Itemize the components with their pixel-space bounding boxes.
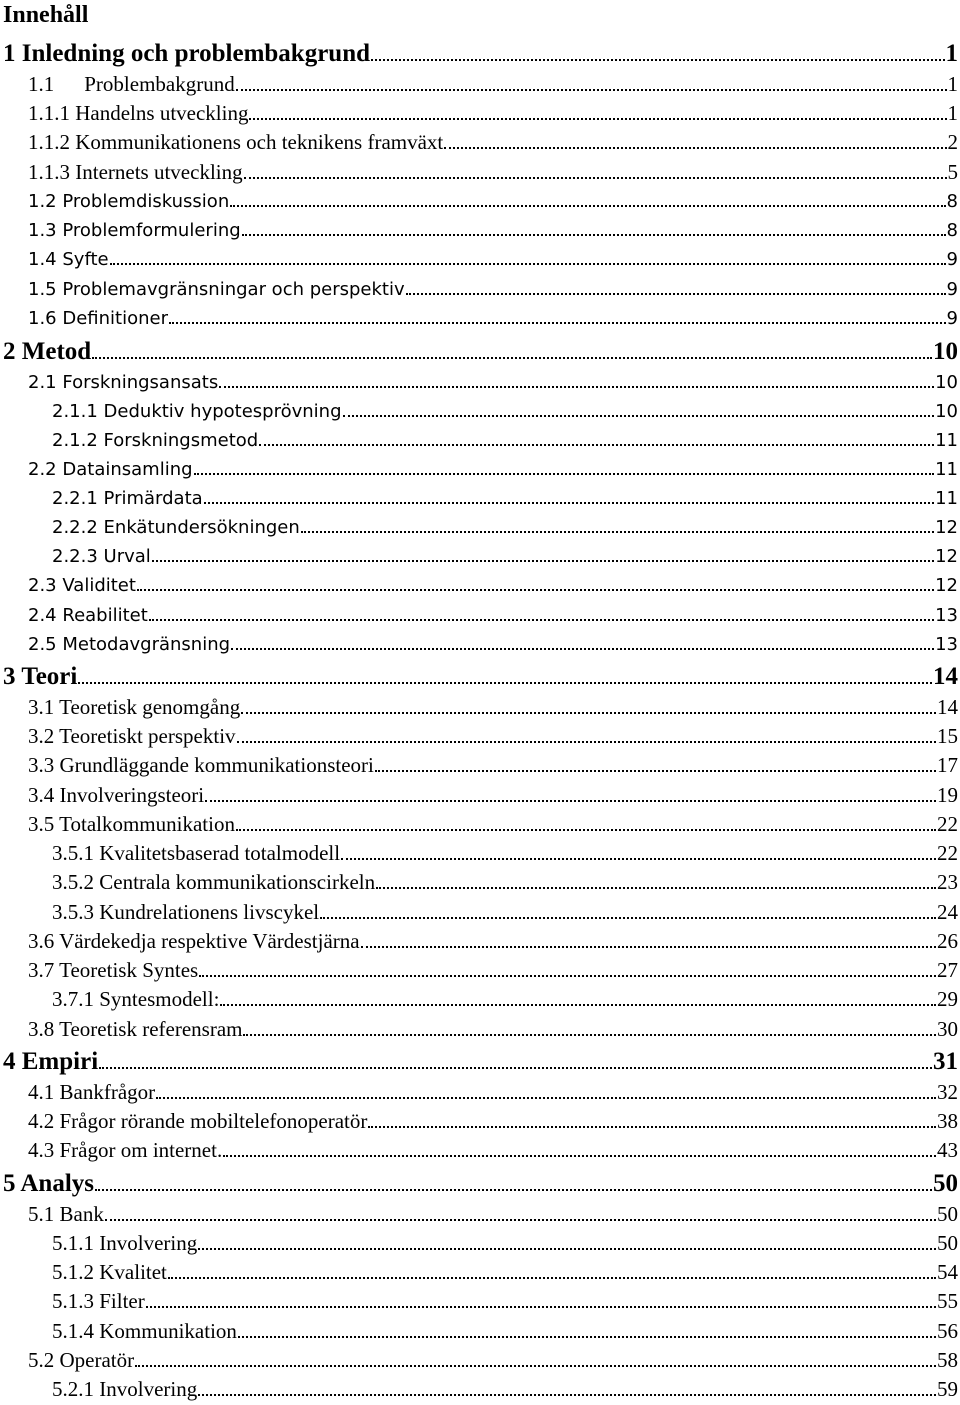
toc-entry-title: [28, 70, 235, 99]
toc-entry-title: [52, 484, 203, 513]
toc-entry-page: 12: [935, 575, 958, 596]
toc-entry-title: [28, 601, 148, 630]
toc-entry-page: 31: [933, 1048, 958, 1075]
toc-entry-text: Urval: [103, 546, 151, 567]
toc-entry-page: 5: [947, 160, 958, 184]
dot-leader: [137, 589, 934, 591]
toc-entry-title: [52, 426, 258, 455]
toc-entry-number: 3.2: [28, 724, 55, 748]
toc-entry[interactable]: [28, 630, 958, 659]
toc-entry-number: 1.4: [28, 249, 57, 270]
toc-entry[interactable]: [52, 839, 958, 868]
toc-entry-text: Internets utveckling: [75, 160, 243, 184]
toc-entry[interactable]: [28, 70, 958, 99]
toc-entry-text: Reabilitet: [62, 605, 148, 626]
toc-entry[interactable]: [28, 158, 958, 187]
toc-entry[interactable]: [28, 810, 958, 839]
toc-entry-title: [3, 336, 91, 368]
toc-entry-text: Kundrelationens livscykel: [99, 900, 320, 924]
toc-entry-text: Problemavgränsningar och perspektiv: [62, 279, 405, 300]
toc-entry[interactable]: [3, 38, 958, 70]
toc-entry-page: 9: [946, 249, 958, 270]
dot-leader: [149, 619, 934, 621]
toc-entry-title: [28, 810, 235, 839]
toc-entry-page: 1: [945, 40, 958, 67]
toc-entry-text: Teoretiskt perspektiv: [59, 724, 236, 748]
toc-entry-title: [28, 187, 229, 216]
toc-entry-page: 27: [937, 958, 958, 982]
toc-entry-title: [28, 1078, 155, 1107]
toc-entry-page: 22: [937, 812, 958, 836]
toc-entry-text: Syntesmodell:: [99, 987, 220, 1011]
toc-entry[interactable]: [52, 1317, 958, 1346]
toc-entry[interactable]: [52, 1287, 958, 1316]
toc-entry[interactable]: [28, 751, 958, 780]
toc-entry-page: 32: [937, 1080, 958, 1104]
toc-entry-page: 11: [935, 430, 958, 451]
toc-entry-title: [3, 38, 370, 70]
toc-entry-number: 3.4: [28, 783, 55, 807]
toc-entry-title: [28, 455, 193, 484]
toc-entry-text: Metodavgränsning: [62, 634, 231, 655]
toc-entry-title: [3, 1168, 94, 1200]
toc-entry-text: Problemformulering: [62, 220, 241, 241]
toc-entry-title: [28, 956, 198, 985]
dot-leader: [249, 118, 946, 120]
toc-entry[interactable]: [3, 661, 958, 693]
toc-entry[interactable]: [28, 1346, 958, 1375]
dot-leader: [376, 887, 936, 889]
toc-entry-page: 2: [947, 130, 958, 154]
toc-entry-page: 8: [946, 191, 958, 212]
toc-entry[interactable]: [52, 542, 958, 571]
toc-entry-text: Operatör: [59, 1348, 135, 1372]
toc-entry-title: [52, 1375, 197, 1404]
toc-entry-page: 9: [946, 308, 958, 329]
toc-entry-text: Totalkommunikation: [59, 812, 235, 836]
toc-entry-text: Problembakgrund: [84, 72, 235, 96]
toc-entry-title: [28, 927, 360, 956]
toc-entry-text: Analys: [20, 1170, 95, 1197]
toc-entry-text: Teori: [21, 663, 78, 690]
toc-entry-title: [52, 868, 375, 897]
dot-leader: [242, 234, 946, 236]
toc-entry-number: 1.1.2: [28, 130, 70, 154]
toc-entry-number: 2.2.3: [52, 546, 98, 567]
toc-entry-page: 26: [937, 929, 958, 953]
toc-entry[interactable]: [28, 187, 958, 216]
toc-entry-number: 4.1: [28, 1080, 55, 1104]
toc-entry-number: 2.2: [28, 459, 57, 480]
toc-entry-title: [52, 1229, 197, 1258]
toc-entry-page: 15: [937, 724, 958, 748]
toc-entry-text: Datainsamling: [62, 459, 193, 480]
dot-leader: [152, 560, 934, 562]
toc-entry-title: [28, 781, 204, 810]
toc-entry-title: [3, 661, 77, 693]
toc-entry-number: 2.1.2: [52, 430, 98, 451]
toc-entry-text: Grundläggande kommunikationsteori: [59, 753, 374, 777]
toc-entry-text: Frågor rörande mobiltelefonoperatör: [59, 1109, 368, 1133]
toc-entry-text: Validitet: [62, 575, 136, 596]
toc-entry-title: [28, 1107, 367, 1136]
toc-entry-page: 43: [937, 1138, 958, 1162]
toc-entry-number: 5: [3, 1170, 16, 1197]
toc-entry-number: 3.7: [28, 958, 55, 982]
toc-entry-title: [28, 1346, 134, 1375]
toc-entry-number: 1.1.1: [28, 101, 70, 125]
dot-leader: [320, 917, 936, 919]
dot-leader: [219, 386, 934, 388]
toc-entry-page: 1: [947, 72, 958, 96]
toc-entry-text: Forskningsansats: [62, 372, 219, 393]
dot-leader: [259, 444, 934, 446]
toc-entry-title: [28, 571, 136, 600]
toc-entry-text: Kvalitetsbaserad totalmodell: [99, 841, 341, 865]
toc-entry-number: 4: [3, 1048, 16, 1075]
toc-entry-page: 59: [937, 1377, 958, 1401]
dot-leader: [198, 1248, 936, 1250]
dot-leader: [230, 205, 945, 207]
toc-entry-text: Centrala kommunikationscirkeln: [99, 870, 376, 894]
toc-entry-title: [52, 513, 300, 542]
toc-entry[interactable]: [52, 397, 958, 426]
dot-leader: [110, 263, 946, 265]
toc-entry-page: 10: [933, 338, 958, 365]
dot-leader: [244, 177, 947, 179]
dot-leader: [236, 829, 936, 831]
toc-entry-text: Involvering: [99, 1231, 198, 1255]
toc-entry[interactable]: [52, 1258, 958, 1287]
toc-entry-number: 2.5: [28, 634, 57, 655]
dot-leader: [78, 682, 932, 684]
toc-entry-page: 56: [937, 1319, 958, 1343]
toc-entry-number: 3: [3, 663, 16, 690]
toc-entry[interactable]: [28, 1078, 958, 1107]
dot-leader: [199, 975, 936, 977]
toc-entry[interactable]: [52, 1375, 958, 1404]
toc-entry[interactable]: [28, 1136, 958, 1165]
toc-entry-number: 5.1.1: [52, 1231, 94, 1255]
toc-entry-text: Frågor om internet.: [59, 1138, 223, 1162]
toc-entry-page: 8: [946, 220, 958, 241]
toc-entry-page: 11: [935, 488, 958, 509]
toc-entry-title: [28, 1200, 104, 1229]
toc-entry-text: Syfte: [62, 249, 109, 270]
toc-entry-page: 14: [933, 663, 958, 690]
toc-entry[interactable]: [28, 1200, 958, 1229]
dot-leader: [105, 1219, 936, 1221]
toc-entry-text: Primärdata: [103, 488, 203, 509]
dot-leader: [198, 1394, 936, 1396]
toc-entry[interactable]: [52, 898, 958, 927]
toc-entry[interactable]: [28, 1107, 958, 1136]
toc-entry-title: [52, 542, 151, 571]
dot-leader: [341, 858, 936, 860]
toc-entry-number: 1: [3, 40, 16, 67]
toc-entry-page: 12: [935, 546, 958, 567]
toc-entry[interactable]: [52, 484, 958, 513]
toc-entry-page: 38: [937, 1109, 958, 1133]
toc-entry[interactable]: [3, 1046, 958, 1078]
toc-entry-page: 30: [937, 1017, 958, 1041]
toc-entry-number: 1.1: [28, 72, 55, 96]
dot-leader: [92, 357, 932, 359]
toc-entry-title: [52, 1258, 167, 1287]
toc-entry[interactable]: [3, 1168, 958, 1200]
dot-leader: [95, 1189, 932, 1191]
toc-entry-page: 13: [935, 605, 958, 626]
toc-entry-text: Kommunikationens och teknikens framväxt: [75, 130, 444, 154]
toc-entry-title: [28, 693, 240, 722]
toc-entry-title: [28, 751, 374, 780]
toc-entry-number: 2.3: [28, 575, 57, 596]
dot-leader: [99, 1067, 932, 1069]
toc-entry-number: 1.1.3: [28, 160, 70, 184]
dot-leader: [231, 648, 934, 650]
dot-leader: [194, 473, 935, 475]
toc-entry-title: [28, 368, 218, 397]
toc-entry[interactable]: [28, 927, 958, 956]
toc-entry-title: [28, 216, 241, 245]
toc-entry[interactable]: [52, 513, 958, 542]
toc-entry-title: [52, 839, 340, 868]
toc-entry[interactable]: [28, 216, 958, 245]
dot-leader: [368, 1126, 936, 1128]
toc-heading: Innehåll: [3, 2, 89, 28]
dot-leader: [220, 1004, 936, 1006]
toc-entry-title: [3, 1046, 98, 1078]
toc-entry-title: [28, 245, 109, 274]
toc-entry-number: 3.1: [28, 695, 55, 719]
toc-entry-title: [28, 722, 236, 751]
toc-entry[interactable]: [28, 304, 958, 333]
toc-entry-title: [28, 275, 405, 304]
toc-entry-text: Involveringsteori: [59, 783, 205, 807]
toc-entry-page: 13: [935, 634, 958, 655]
toc-entry[interactable]: [28, 571, 958, 600]
toc-entry-page: 1: [947, 101, 958, 125]
toc-entry-page: 12: [935, 517, 958, 538]
toc-entry-title: [52, 1287, 145, 1316]
toc-entry-text: Teoretisk Syntes: [59, 958, 199, 982]
dot-leader: [241, 712, 936, 714]
dot-leader: [135, 1365, 936, 1367]
toc-entry-page: 11: [935, 459, 958, 480]
toc-entry[interactable]: [28, 245, 958, 274]
toc-entry-page: 54: [937, 1260, 958, 1284]
toc-entry-title: [28, 128, 443, 157]
toc-entry-text: Teoretisk referensram: [59, 1017, 243, 1041]
toc-entry-title: [52, 985, 219, 1014]
toc-entry[interactable]: [52, 426, 958, 455]
toc-entry-number: 2.1: [28, 372, 57, 393]
dot-leader: [361, 946, 936, 948]
toc-entry-number: 3.5.3: [52, 900, 94, 924]
toc-entry-title: [28, 304, 168, 333]
toc-entry-page: 22: [937, 841, 958, 865]
toc-entry-number: 3.8: [28, 1017, 55, 1041]
toc-entry-text: Deduktiv hypotesprövning: [103, 401, 342, 422]
toc-entry-number: 2.2.2: [52, 517, 98, 538]
toc-entry-number: 2: [3, 338, 16, 365]
toc-entry[interactable]: [28, 128, 958, 157]
toc-entry-page: 23: [937, 870, 958, 894]
toc-entry-number: 1.2: [28, 191, 57, 212]
toc-entry[interactable]: [28, 956, 958, 985]
toc-entry-text: Bankfrågor: [59, 1080, 156, 1104]
toc-entry-title: [28, 630, 230, 659]
toc-entry-page: 58: [937, 1348, 958, 1372]
toc-entry[interactable]: [28, 693, 958, 722]
toc-entry-number: 3.5.2: [52, 870, 94, 894]
dot-leader: [444, 147, 946, 149]
toc-entry[interactable]: [28, 601, 958, 630]
toc-entry-text: Forskningsmetod: [103, 430, 259, 451]
dot-leader: [223, 1155, 936, 1157]
toc-entry[interactable]: [28, 368, 958, 397]
toc-entry-number: 3.5: [28, 812, 55, 836]
toc-entry-title: [28, 99, 248, 128]
dot-leader: [146, 1306, 936, 1308]
toc-entry-page: 14: [937, 695, 958, 719]
dot-leader: [205, 800, 936, 802]
toc-entry-page: 19: [937, 783, 958, 807]
toc-entry-number: 3.5.1: [52, 841, 94, 865]
toc-entry-page: 17: [937, 753, 958, 777]
toc-entry[interactable]: [52, 1229, 958, 1258]
toc-entry-page: 55: [937, 1289, 958, 1313]
toc-entry[interactable]: [28, 722, 958, 751]
toc-entry[interactable]: [52, 868, 958, 897]
toc-entry-number: 2.1.1: [52, 401, 98, 422]
toc-entry-page: 50: [933, 1170, 958, 1197]
toc-entry[interactable]: [28, 275, 958, 304]
toc-entry-title: [28, 1015, 242, 1044]
toc-entry-text: Problemdiskussion: [62, 191, 230, 212]
dot-leader: [243, 1034, 936, 1036]
toc-entry-text: Metod: [21, 338, 92, 365]
toc-entry-text: Definitioner: [62, 308, 169, 329]
toc-entry-number: 5.1.4: [52, 1319, 94, 1343]
toc-entry-page: 10: [935, 372, 958, 393]
toc-entry-page: 10: [935, 401, 958, 422]
toc-entry-number: 4.2: [28, 1109, 55, 1133]
toc-entry-page: 50: [937, 1202, 958, 1226]
toc-entry-text: Empiri: [21, 1048, 99, 1075]
toc-entry-title: [28, 1136, 222, 1165]
dot-leader: [301, 531, 934, 533]
dot-leader: [237, 741, 936, 743]
toc-entry[interactable]: [28, 781, 958, 810]
toc-entry-title: [52, 898, 319, 927]
dot-leader: [169, 322, 946, 324]
dot-leader: [371, 59, 944, 61]
toc-entry-title: [28, 158, 243, 187]
toc-entry[interactable]: [28, 99, 958, 128]
toc-entry-number: 2.2.1: [52, 488, 98, 509]
dot-leader: [156, 1097, 936, 1099]
toc-entry-number: 5.2: [28, 1348, 55, 1372]
toc-entry-title: [52, 1317, 237, 1346]
toc-entry-page: 24: [937, 900, 958, 924]
toc-entry-number: 5.2.1: [52, 1377, 94, 1401]
toc-entry-page: 9: [946, 279, 958, 300]
dot-leader: [343, 415, 935, 417]
toc-entry-text: Filter: [99, 1289, 145, 1313]
toc-entry[interactable]: [3, 336, 958, 368]
toc-entry-text: Värdekedja respektive Värdestjärna: [59, 929, 360, 953]
toc-entry-number: 5.1.3: [52, 1289, 94, 1313]
toc-entry-text: Kvalitet: [99, 1260, 167, 1284]
dot-leader: [375, 770, 936, 772]
dot-leader: [238, 1336, 936, 1338]
toc-entry-text: Teoretisk genomgång: [59, 695, 241, 719]
toc-entry-text: Handelns utveckling: [75, 101, 249, 125]
toc-entry-text: Bank: [59, 1202, 104, 1226]
dot-leader: [168, 1277, 936, 1279]
toc-entry-number: 1.3: [28, 220, 57, 241]
dot-leader: [406, 293, 946, 295]
toc-entry-page: 50: [937, 1231, 958, 1255]
toc-entry-page: 29: [937, 987, 958, 1011]
toc-entry-text: Kommunikation: [99, 1319, 237, 1343]
toc-entry-number: 1.5: [28, 279, 57, 300]
dot-leader: [204, 502, 934, 504]
dot-leader: [236, 89, 947, 91]
toc-entry-title: [52, 397, 342, 426]
toc-entry-text: Involvering: [99, 1377, 198, 1401]
toc-entry[interactable]: [52, 985, 958, 1014]
toc-entry-number: 3.7.1: [52, 987, 94, 1011]
toc-entry-text: Enkätundersökningen: [103, 517, 300, 538]
toc-entry-number: 4.3: [28, 1138, 55, 1162]
toc-entry-number: 2.4: [28, 605, 57, 626]
toc-entry-number: 3.3: [28, 753, 55, 777]
toc-entry-number: 1.6: [28, 308, 57, 329]
toc-entry-number: 5.1: [28, 1202, 55, 1226]
toc-entry-number: 3.6: [28, 929, 55, 953]
toc-entry[interactable]: [28, 455, 958, 484]
toc-entry-number: 5.1.2: [52, 1260, 94, 1284]
toc-entry-text: Inledning och problembakgrund: [21, 40, 371, 67]
toc-entry[interactable]: [28, 1015, 958, 1044]
